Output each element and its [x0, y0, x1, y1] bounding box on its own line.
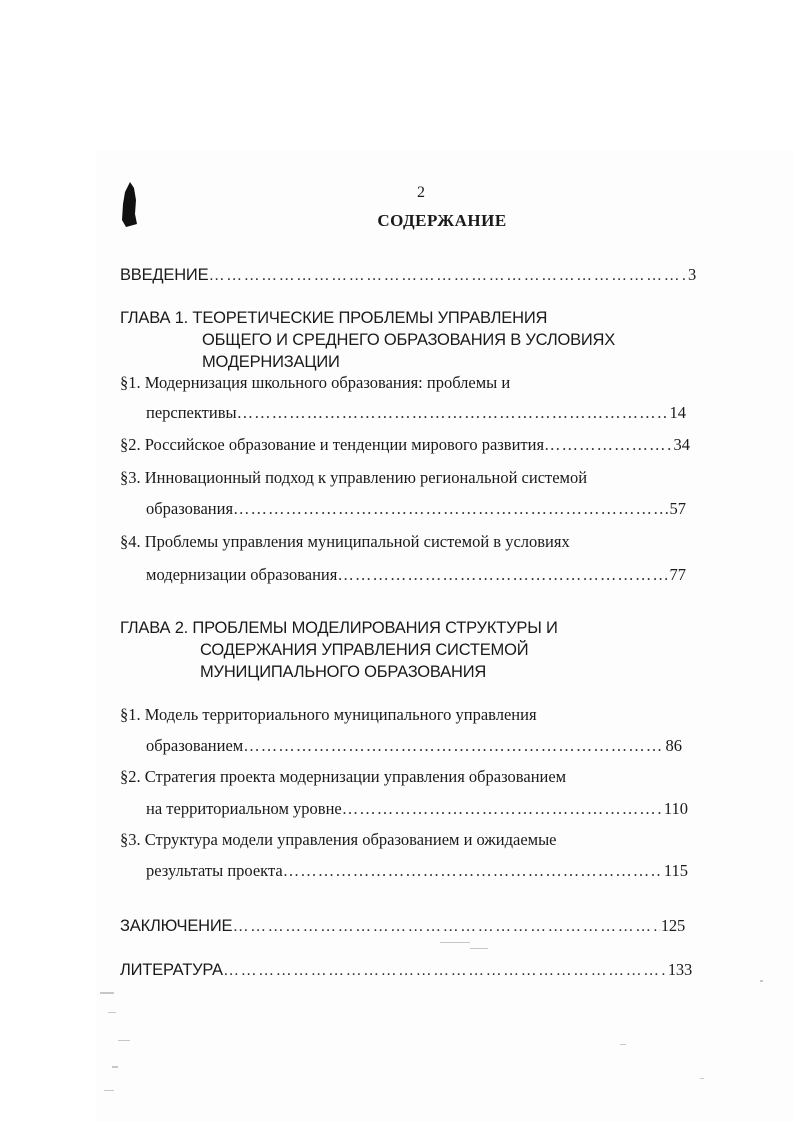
- dot-leader: [283, 861, 663, 881]
- toc-section-2-1-cont[interactable]: [146, 736, 682, 756]
- toc-section-1-4-cont[interactable]: [146, 565, 686, 585]
- dot-leader: [544, 435, 672, 455]
- scan-noise: [700, 1078, 704, 1079]
- toc-entry-literature[interactable]: [120, 960, 692, 980]
- chapter-1-heading-cont: ОБЩЕГО И СРЕДНЕГО ОБРАЗОВАНИЯ В УСЛОВИЯХ: [202, 331, 616, 349]
- toc-section-2-2[interactable]: §2. Стратегия проекта модернизации управления образованием: [120, 767, 567, 786]
- toc-section-1-1-cont[interactable]: [146, 403, 686, 423]
- dot-leader: [237, 403, 669, 423]
- chapter-2-heading-cont: МУНИЦИПАЛЬНОГО ОБРАЗОВАНИЯ: [200, 663, 487, 681]
- toc-section-1-4[interactable]: §4. Проблемы управления муниципальной системой в условиях: [120, 532, 570, 551]
- dot-leader: [232, 916, 660, 936]
- toc-entry-label: образования: [146, 499, 234, 518]
- toc-entry-label: §2. Российское образование и тенденции мирового развития: [120, 435, 545, 454]
- chapter-1-heading[interactable]: ГЛАВА 1. ТЕОРЕТИЧЕСКИЕ ПРОБЛЕМЫ УПРАВЛЕНИЯ: [120, 309, 548, 327]
- scan-noise: [118, 1040, 130, 1041]
- page-title: СОДЕРЖАНИЕ: [377, 211, 507, 230]
- scan-noise: [620, 1044, 626, 1045]
- toc-entry-page: 133: [667, 960, 692, 979]
- dot-leader: [342, 799, 663, 819]
- toc-entry-page: 115: [663, 861, 688, 880]
- scan-noise: [100, 992, 114, 994]
- scan-noise: [440, 942, 470, 943]
- dot-leader: [223, 960, 667, 980]
- toc-entry-conclusion[interactable]: [120, 916, 685, 936]
- scan-noise: [108, 1012, 116, 1013]
- dot-leader: [208, 265, 687, 285]
- chapter-2-heading-cont: СОДЕРЖАНИЯ УПРАВЛЕНИЯ СИСТЕМОЙ: [200, 641, 529, 659]
- scan-noise: [760, 980, 763, 982]
- toc-entry-page: 14: [669, 403, 686, 422]
- toc-entry-page: 34: [673, 435, 690, 454]
- toc-entry-label: результаты проекта: [146, 861, 283, 880]
- chapter-1-heading-cont: МОДЕРНИЗАЦИИ: [202, 353, 340, 371]
- toc-entry-label: ВВЕДЕНИЕ: [120, 266, 209, 284]
- toc-entry-label: ЛИТЕРАТУРА: [120, 961, 223, 979]
- toc-section-2-2-cont[interactable]: [146, 799, 688, 819]
- toc-section-1-2[interactable]: [120, 435, 690, 455]
- toc-entry-label: ЗАКЛЮЧЕНИЕ: [120, 917, 233, 935]
- toc-entry-page: 125: [660, 916, 685, 935]
- dot-leader: [243, 736, 664, 756]
- toc-entry-page: 77: [669, 565, 686, 584]
- toc-entry-page: 110: [663, 799, 688, 818]
- toc-section-2-3[interactable]: §3. Структура модели управления образованием и ожидаемые: [120, 830, 557, 849]
- dot-leader: [337, 565, 668, 585]
- dot-leader: [233, 499, 668, 519]
- toc-section-1-3[interactable]: §3. Инновационный подход к управлению региональной системой: [120, 468, 588, 487]
- toc-section-2-3-cont[interactable]: [146, 861, 688, 881]
- toc-section-1-1[interactable]: §1. Модернизация школьного образования: проблемы и: [120, 373, 511, 392]
- toc-entry-label: модернизации образования: [146, 565, 338, 584]
- scan-noise: [112, 1066, 118, 1068]
- scan-noise: [104, 1090, 114, 1091]
- toc-section-1-3-cont[interactable]: [146, 499, 686, 519]
- toc-entry-page: 3: [687, 265, 696, 284]
- scan-noise: [470, 948, 488, 949]
- toc-entry-label: образованием: [146, 736, 244, 755]
- toc-entry-label: перспективы: [146, 403, 237, 422]
- toc-entry-page: 86: [665, 736, 682, 755]
- toc-entry-page: 57: [669, 499, 686, 518]
- page-number: 2: [417, 184, 425, 201]
- chapter-2-heading[interactable]: ГЛАВА 2. ПРОБЛЕМЫ МОДЕЛИРОВАНИЯ СТРУКТУРЫ И: [120, 619, 558, 637]
- toc-entry-introduction[interactable]: [120, 265, 696, 285]
- toc-entry-label: на территориальном уровне: [146, 799, 342, 818]
- toc-section-2-1[interactable]: §1. Модель территориального муниципального управления: [120, 705, 537, 724]
